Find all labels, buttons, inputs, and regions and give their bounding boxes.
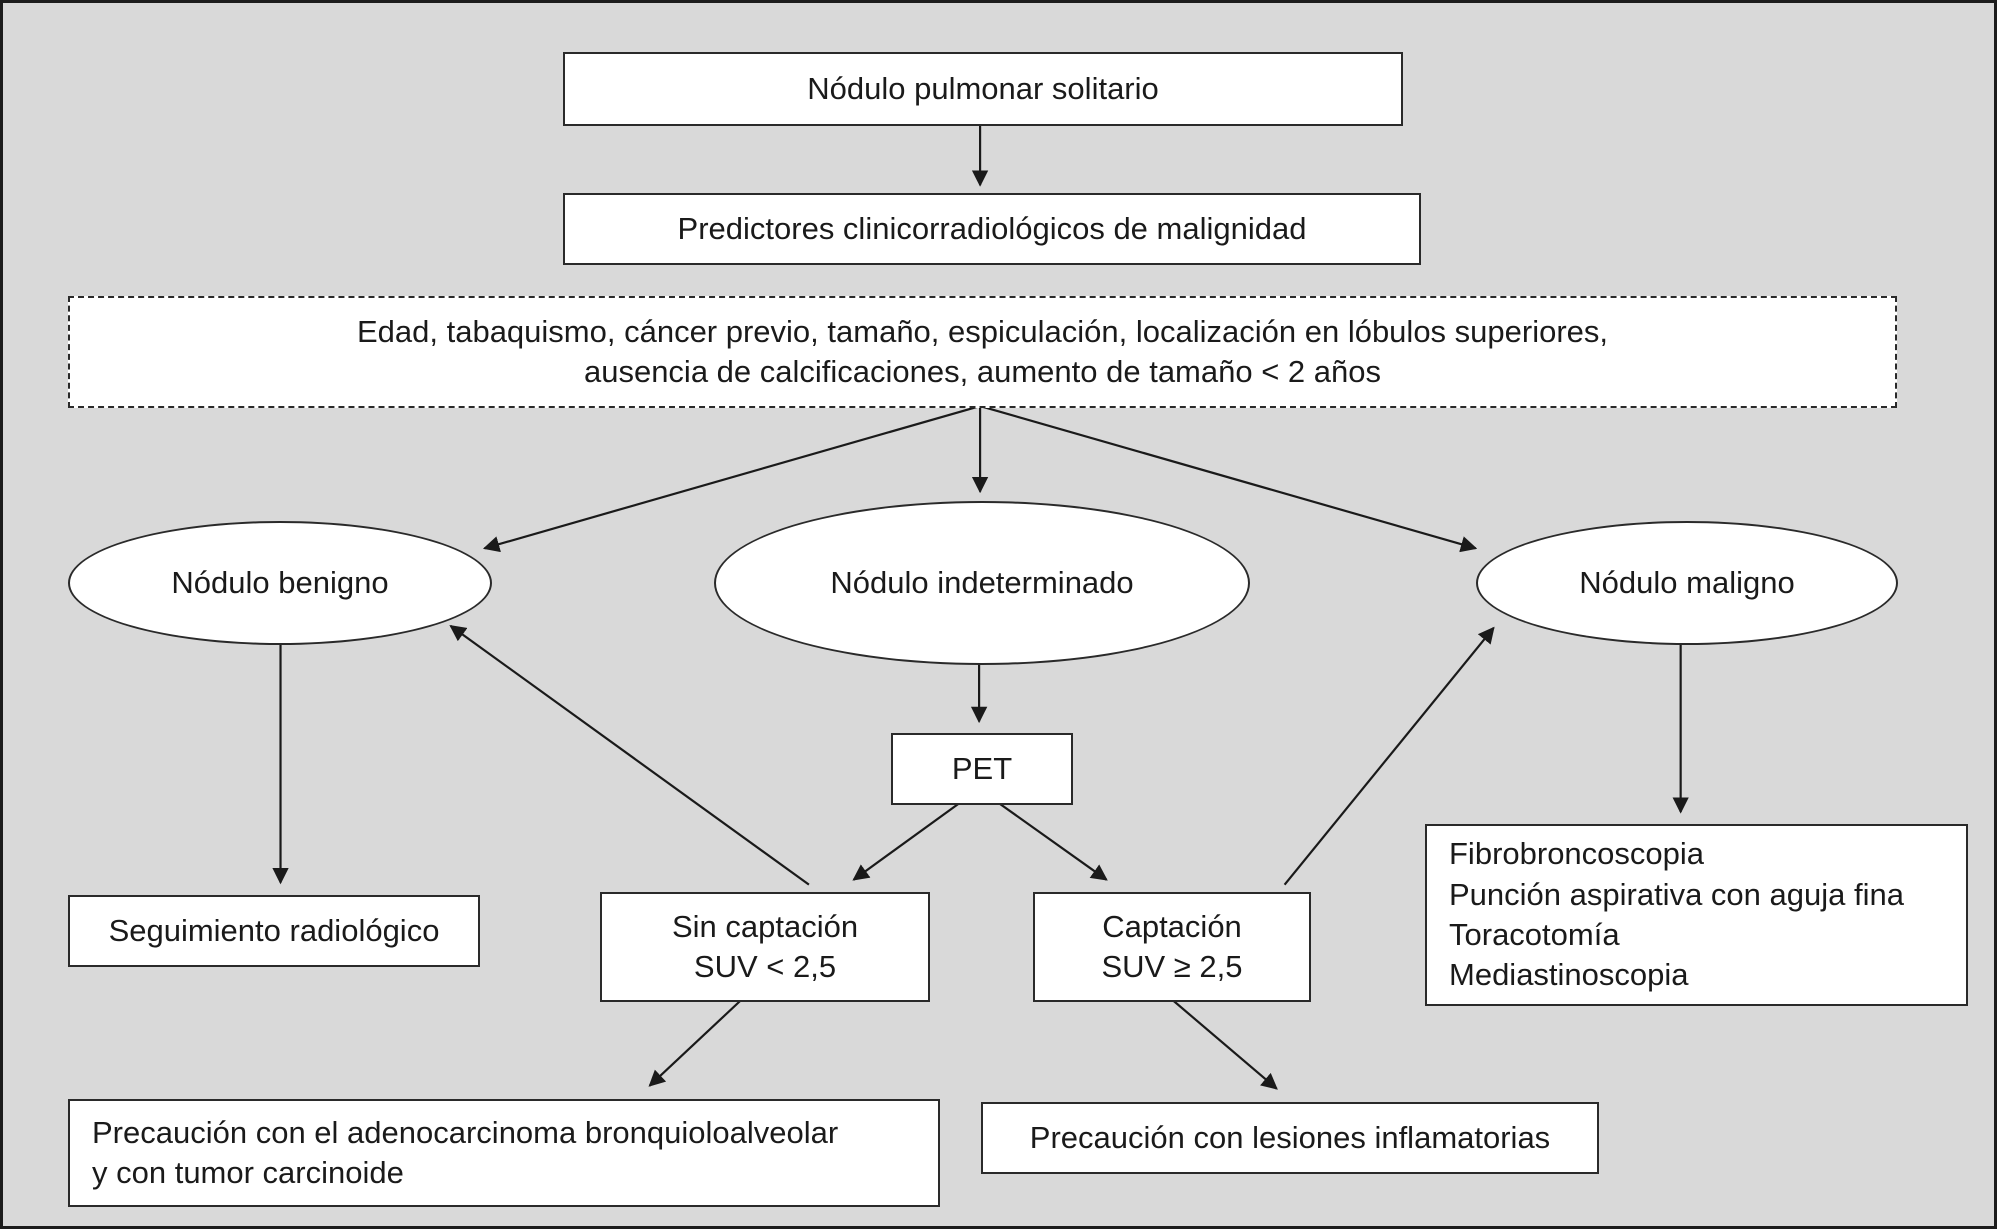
node-nodulo-maligno <box>1476 521 1898 645</box>
node-procedimientos-diagnosticos <box>1425 824 1968 1006</box>
node-predictores-clinicorradiologicos <box>563 193 1421 265</box>
node-label: Nódulo maligno <box>1579 564 1795 600</box>
arrow-sin-captacion-to-benigno <box>451 626 809 885</box>
node-label: Nódulo indeterminado <box>830 564 1134 600</box>
node-label-line1: Captación <box>1102 908 1242 944</box>
node-label-line1: Precaución con el adenocarcinoma bronquioloalveolar <box>92 1114 839 1150</box>
node-sin-captacion <box>600 892 930 1002</box>
arrow-pet-to-sin-captacion <box>854 801 962 880</box>
arrow-captacion-to-precaucion-inflamatorias <box>1169 997 1276 1089</box>
node-label-line3: Toracotomía <box>1449 917 1620 952</box>
node-criterios-malignidad <box>68 296 1897 408</box>
node-label-line1: Sin captación <box>671 908 859 944</box>
node-nodulo-indeterminado <box>714 501 1250 665</box>
node-nodulo-benigno <box>68 521 492 645</box>
node-label: Precaución con lesiones inflamatorias <box>1029 1119 1551 1155</box>
node-label: Predictores clinicorradiológicos de malignidad <box>677 210 1307 246</box>
node-label-line1: Fibrobroncoscopia <box>1449 836 1705 872</box>
node-label: Seguimiento radiológico <box>108 912 440 948</box>
node-label-line1: Edad, tabaquismo, cáncer previo, tamaño, espiculación, localización en lóbulos superiores, <box>356 313 1609 349</box>
node-nodulo-pulmonar-solitario <box>563 52 1403 126</box>
node-label-line2: ausencia de calcificaciones, aumento de tamaño < 2 años <box>583 354 1382 389</box>
node-label-line4: Mediastinoscopia <box>1449 957 1689 993</box>
node-precaucion-lesiones-inflamatorias <box>981 1102 1599 1174</box>
node-label: PET <box>951 750 1013 786</box>
node-label-line2: SUV < 2,5 <box>693 949 837 984</box>
node-precaucion-adenocarcinoma <box>68 1099 940 1207</box>
node-captacion <box>1033 892 1311 1002</box>
node-seguimiento-radiologico <box>68 895 480 967</box>
node-label-line2: y con tumor carcinoide <box>92 1155 404 1190</box>
node-label-line2: Punción aspirativa con aguja fina <box>1449 876 1904 912</box>
node-label: Nódulo pulmonar solitario <box>807 70 1159 106</box>
arrow-sin-captacion-to-precaucion-adeno <box>650 997 745 1086</box>
node-label-line2: SUV ≥ 2,5 <box>1101 949 1243 984</box>
arrow-pet-to-captacion <box>996 801 1106 880</box>
node-label: Nódulo benigno <box>171 564 389 600</box>
node-pet <box>891 733 1073 805</box>
